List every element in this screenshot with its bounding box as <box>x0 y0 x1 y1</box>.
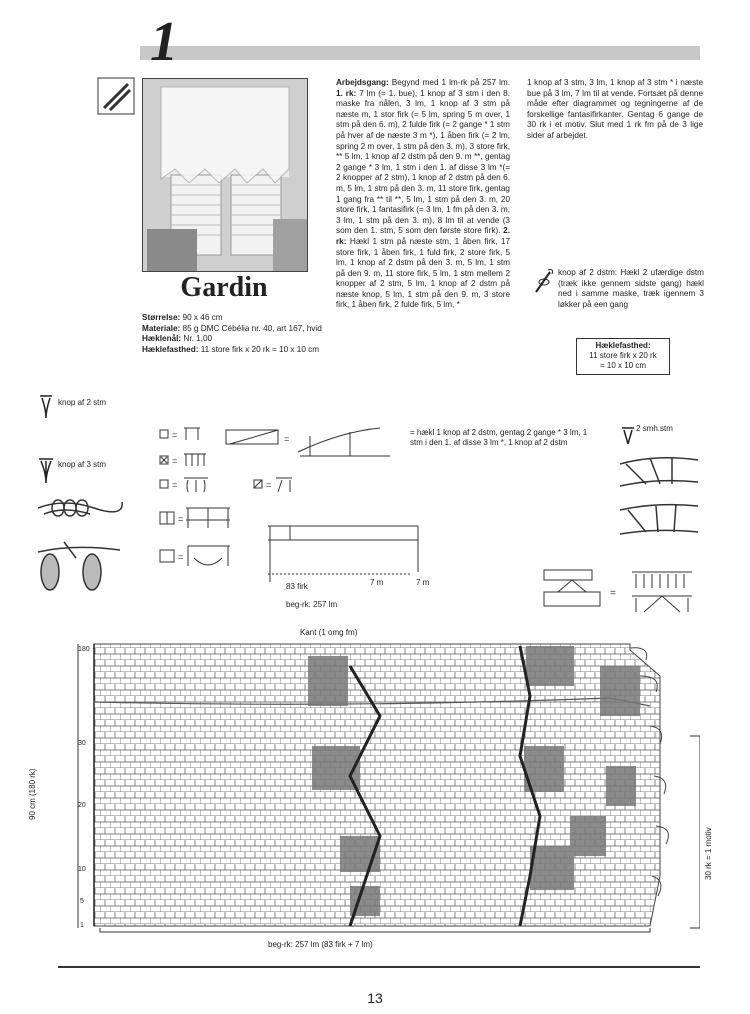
side-label-left: 90 cm (180 rk) <box>28 768 37 820</box>
instructions-column-2: 1 knop af 3 stm, 3 lm, 1 knop af 3 stm * i næste bue på 3 lm, 7 lm til at vende. Fortsæt på denne måde efter diagrammet og tegningerne af de forskellige fantasifirkanter. Gentag 6 gange de 30 rk i et motiv. Slut med 1 rk fm på de 3 lige sider af arbejdet. <box>527 78 703 140</box>
svg-text:=: = <box>266 480 272 490</box>
side-label-right: 30 rk = 1 motiv <box>704 827 713 880</box>
smh-label: 2 smh.stm <box>636 424 673 433</box>
material-value: 85 g DMC Cébélia nr. 40, art 167, hvid <box>182 323 322 333</box>
gauge-box-line2: = 10 x 10 cm <box>599 361 647 370</box>
bottom-label: beg-rk: 257 lm (83 firk + 7 lm) <box>268 940 373 949</box>
gauge-box <box>576 338 670 375</box>
row2-text: Hækl 1 stm på næste stm, 1 åben firk, 17 store firk, 1 åben firk, 1 fuld firk, 2 store firk, 5 lm, 1 knop af 2 dstm på den 3. m, 5 lm, 1 stm på den 9. m, 11 store firk, 5 lm, 1 stm mellem 2 knopper af 2 stm, 5 lm, 1 knop af 2 dstm på næste knop, 5 lm, 1 stm på den 9. m, 3 store firk, 1 åben firk, 2 fulde firk, 5 lm, * <box>336 236 510 310</box>
page-number: 13 <box>367 990 383 1006</box>
svg-text:=: = <box>178 552 184 562</box>
hook-stitch-icon <box>532 266 556 296</box>
knop-2-label: knop af 2 stm <box>58 398 107 407</box>
row2-label: 2. rk: <box>336 226 510 246</box>
hook-label: Hæklenål: <box>142 334 182 344</box>
project-title: Gardin <box>180 272 268 303</box>
svg-text:=: = <box>172 430 178 440</box>
knop-3-label: knop af 3 stm <box>58 460 107 469</box>
gauge-box-title: Hæklefasthed: <box>595 341 651 350</box>
y-tick-1: 1 <box>80 922 84 929</box>
hook-value: Nr. 1,00 <box>183 334 213 344</box>
seven-m-label-2: 7 m <box>416 578 430 587</box>
y-tick-5: 5 <box>80 898 84 905</box>
gauge-value: 11 store firk x 20 rk = 10 x 10 cm <box>200 344 320 354</box>
instructions-column-1 <box>336 78 510 311</box>
crochet-hook-icon <box>96 76 136 116</box>
kant-label: Kant (1 omg fm) <box>300 628 358 637</box>
pattern-number: 1 <box>150 11 178 73</box>
svg-text:=: = <box>172 456 178 466</box>
seven-m-label-1: 7 m <box>370 578 384 587</box>
y-tick-180: 180 <box>78 646 90 653</box>
knop-group-diagram <box>540 566 700 616</box>
smh-stitch-illustration <box>616 448 700 548</box>
material-label: Materiale: <box>142 323 181 333</box>
knop-note: knop af 2 dstm: Hækl 2 ufærdige dstm (træk ikke gennem sidste gang) hækl ned i samme maske, træk igennem 3 løkker på een gang <box>558 268 704 309</box>
row1-text: 7 lm (= 1. bue), 1 knop af 3 stm i den 8. maske fra nålen, 3 lm, 1 knop af 3 stm på næste m, 1 stor firk (= 5 lm, spring 5 m over, 1 stm på den 6. m), 2 fulde firk (= 2 gange * 1 stm på hver af de næste 3 m *), 1 åben firk (= 2 lm, spring 2 m over, 1 stm på den 3. m), 3 store firk, ** 5 lm, 1 knop af 2 dstm på den 9. m **, gentag 2 gange * 3 lm, 1 stm i den 1. af disse 3 lm *(= 2 knopper af 2 stm), 1 knop af 2 dstm på den 6. m, 5 lm, 1 stm på den 3. m, 11 store firk, gentag 1 gang fra ** til **, 5 lm, 1 stm på den 3. m, 20 store firk, 1 fantasifirk (= 3 lm, 1 fm på den 3. m, 3 lm, 1 stm på den 3. m), 8 lm til at vende (3 som den 1. stm, 5 som den første store firk). <box>336 88 510 236</box>
curtain-photo <box>142 78 308 272</box>
firk-83-label: 83 firk <box>286 582 308 591</box>
y-tick-30: 30 <box>78 740 86 747</box>
project-specs <box>142 313 322 355</box>
size-label: Størrelse: <box>142 313 181 322</box>
svg-text:=: = <box>610 588 616 599</box>
y-tick-10: 10 <box>78 866 86 873</box>
y-tick-20: 20 <box>78 802 86 809</box>
beg-rk-label: beg-rk: 257 lm <box>286 600 338 609</box>
smh-stitch-icon <box>620 424 636 446</box>
knop-2-stitch-icon <box>36 392 56 420</box>
stitch-legend <box>150 422 450 622</box>
row1-label: 1. rk: <box>336 88 357 98</box>
instructions-lead: Arbejdsgang: <box>336 78 389 87</box>
svg-text:=: = <box>284 434 290 444</box>
legend-note: = hækl 1 knop af 2 dstm, gentag 2 gange * 3 lm, 1 stm i den 1. af disse 3 lm *, 1 knop af 2 dstm <box>410 428 588 447</box>
gauge-label: Hæklefasthed: <box>142 344 199 354</box>
knop-stitch-illustration <box>34 488 124 598</box>
svg-text:=: = <box>178 514 184 524</box>
filet-chart <box>50 636 700 956</box>
gauge-box-line1: 11 store firk x 20 rk <box>589 351 657 360</box>
header-bar <box>140 46 700 60</box>
size-value: 90 x 46 cm <box>182 313 223 322</box>
instructions-intro: Begynd med 1 lm-rk på 257 lm. <box>391 78 510 87</box>
knop-3-stitch-icon <box>36 455 56 485</box>
svg-text:=: = <box>172 480 178 490</box>
footer-rule <box>58 966 700 968</box>
